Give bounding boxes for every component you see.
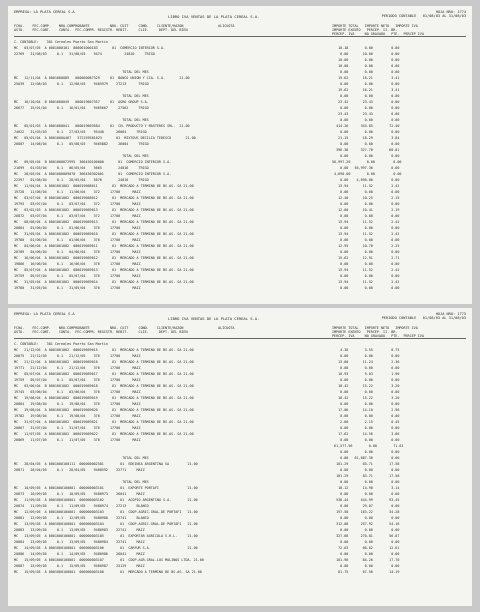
row-description: 19782 19/08/04 0.1 19/08/04 376 17700 MAIZ <box>14 414 141 418</box>
row-description: 20874 11/09/05 0.1 11/09/05 9480974 27213 BLANCO <box>14 504 149 508</box>
row-description: MC 16/06/04 A 0001001002 000019669612 01 MERCADO A TERMINO DE BS.AS. SA 21.00 <box>14 256 194 260</box>
row-amounts: 17.62 14.56 3.06 <box>332 432 400 436</box>
row-description: 19759 05/07/04 0.1 05/07/04 376 17700 MAIZ <box>14 378 141 382</box>
row-amounts: 0.00 0.00 0.00 <box>332 262 400 266</box>
sheet-number: HOJA NRO: 1775 <box>435 312 466 316</box>
row-amounts: 21.15 18.29 3.84 <box>332 136 400 140</box>
ledger-row <box>14 426 466 430</box>
row-description: 20872 03/07/04 0.1 03/07/04 372 17700 MAIZ <box>14 214 141 218</box>
ledger-row <box>14 504 466 508</box>
row-amounts: 538.44 444.99 93.45 <box>332 498 400 502</box>
row-description: 19780 01/06/04 0.1 01/06/04 376 17700 MAIZ <box>14 238 141 242</box>
row-amounts: 101.29 83.71 17.58 <box>332 474 400 478</box>
row-amounts: 0.00 0.00 0.00 <box>332 286 400 290</box>
ledger-row <box>14 420 466 424</box>
row-description: MC 12/11/04 A 0001000089 000000087329 01 BANCO UNION Y CIA. S.A. 21.00 <box>14 76 190 80</box>
ledger-row <box>14 160 466 164</box>
ledger-row <box>14 546 466 550</box>
ledger-row <box>14 250 466 254</box>
ledger-row <box>14 256 466 260</box>
column-header-right-3: PERCEP. IVA NO GRAVADO PTE. PERCEP IVA <box>332 334 424 338</box>
ledger-row <box>14 58 466 62</box>
column-header-left-2: ASTO. FEC.CONT. CONTA. FEC.COMPR. REGISTR. REBIT. CLIE. DEPT. DEL BIEN <box>14 330 188 334</box>
ledger-row <box>14 226 466 230</box>
ledger-row <box>14 130 466 134</box>
row-amounts: 0.00 56,997.36 0.00 <box>332 166 400 170</box>
row-amounts: 0.00 0.00 0.00 <box>332 130 400 134</box>
ledger-row <box>14 510 466 514</box>
ledger-row <box>14 384 466 388</box>
row-amounts: 0.00 0.00 0.00 <box>332 450 400 454</box>
ledger-row <box>14 208 466 212</box>
ledger-sheet-2 <box>8 308 472 606</box>
row-description: TOTAL DEL MES <box>14 154 149 158</box>
row-amounts: 0.00 0.00 0.00 <box>332 414 400 418</box>
row-amounts: 23.42 23.43 0.00 <box>332 100 400 104</box>
ledger-row <box>14 342 466 346</box>
ledger-row <box>14 486 466 490</box>
row-amounts: 56,997.26 0.00 0.00 <box>332 160 402 164</box>
row-description: MC 05/07/04 A 0001001002 000019669613 01 MERCADO A TERMINO DE BS.AS. SA 21.00 <box>14 268 194 272</box>
row-amounts: 0.00 0.00 0.00 <box>332 366 400 370</box>
ledger-row <box>14 274 466 278</box>
column-headers <box>14 326 466 339</box>
row-description: MC 15/09/05 A 0001000100001 000000003107 01 COOP.AGR.GRAL.LOS MOLINOS LTDA. 21.00 <box>14 558 204 562</box>
row-description: 20875 21/12/05 0.1 21/12/05 376 17700 MAIZ <box>14 354 141 358</box>
row-description: TOTAL DEL MES <box>14 456 149 460</box>
row-description: MC 04/06/04 A 0001001002 000019669611 01 MERCADO A TERMINO DE BS.AS. SA 21.00 <box>14 244 194 248</box>
row-amounts: 0.00 0.00 0.00 <box>332 492 400 496</box>
ledger-row <box>14 354 466 358</box>
row-amounts: 0.00 0.00 0.00 <box>332 564 400 568</box>
row-amounts: 197.50 163.22 34.28 <box>332 510 400 514</box>
page-title: LIBRO IVA VENTAS DE LA PLATA CEREAL S.A. <box>168 316 260 321</box>
row-amounts: 12.40 10.25 2.15 <box>332 196 400 200</box>
row-amounts: 18.42 15.22 3.20 <box>332 396 400 400</box>
ledger-row <box>14 112 466 116</box>
row-description: MC 11/09/05 A 0001000100001 000000003102 01 ACOPIO ARGENTINO S.A. 21.00 <box>14 498 198 502</box>
row-description: MC 15/09/05 A 0001000100001 000000003108 01 MERCADO A TERMINO DE BS.AS. SA 21.00 <box>14 570 202 574</box>
row-amounts: 13.94 11.52 2.42 <box>332 220 400 224</box>
row-amounts: 13.94 11.52 2.42 <box>332 184 400 188</box>
column-headers <box>14 24 466 37</box>
row-description: MC 31/05/04 A 0001001002 000019669614 01 MERCADO A TERMINO DE BS.AS. SA 21.00 <box>14 280 194 284</box>
row-amounts: 18.42 15.22 3.20 <box>332 384 400 388</box>
ledger-row <box>14 214 466 218</box>
row-description: TOTAL DEL MES <box>14 480 149 484</box>
row-amounts: 12.95 10.70 2.25 <box>332 244 400 248</box>
row-description: 19771 21/12/04 0.1 21/12/04 376 17700 MAIZ <box>14 366 141 370</box>
row-description: 20869 11/07/05 0.1 11/07/05 376 17700 MAIZ <box>14 438 141 442</box>
row-description: 19866 16/06/04 0.1 16/06/04 376 17700 MAIZ <box>14 262 141 266</box>
row-amounts: 0.00 0.00 0.00 <box>332 70 400 74</box>
row-amounts: 0.00 0.00 0.00 <box>332 154 400 158</box>
row-description: 22397 01/08/04 0.1 28/05/04 5676 24816 TRIGO <box>14 178 149 182</box>
ledger-row <box>14 462 466 466</box>
ledger-row <box>14 100 466 104</box>
column-header-left-1: FCHA. FEC.COMP. NRO.COMPROBANTE NRO. CUIT COND. CLIENTE/RAZON ALICUOTA <box>14 326 235 330</box>
row-amounts: 0.00 0.00 0.00 <box>332 426 400 430</box>
ledger-lines <box>14 342 466 602</box>
row-description: TOTAL DEL MES <box>14 118 149 122</box>
ledger-row <box>14 456 466 460</box>
row-amounts: 13.94 11.52 2.42 <box>332 268 400 272</box>
row-description: TOTAL DEL MES <box>14 70 149 74</box>
column-header-right-3: PERCEP. IVA NO GRAVADO PTE. PERCEP IVA <box>332 32 424 36</box>
ledger-row <box>14 172 466 176</box>
row-amounts: 0.00 0.00 0.00 <box>332 238 400 242</box>
row-amounts: 15.62 12.91 2.71 <box>332 256 400 260</box>
ledger-lines <box>14 40 466 300</box>
ledger-row <box>14 46 466 50</box>
row-amounts: 4,690.00 0.00 0.00 <box>332 172 402 176</box>
period-label: PERIODO CONTABLE 01/08/03 AL 31/08/03 <box>381 14 466 18</box>
row-description: MC 19/08/04 A 0001001002 000019669620 01 MERCADO A TERMINO DE BS.AS. SA 21.00 <box>14 408 194 412</box>
row-description: 19780 31/05/04 0.1 31/05/04 376 17700 MAIZ <box>14 286 141 290</box>
row-amounts: 101.96 84.26 17.70 <box>332 558 400 562</box>
ledger-row <box>14 94 466 98</box>
column-header-right-2: IMPORTE EXENTO PERCEP. II. BR. <box>332 28 398 32</box>
row-amounts: 0.00 0.00 0.00 <box>332 214 400 218</box>
row-amounts: 0.00 0.00 0.00 <box>332 142 400 146</box>
ledger-row <box>14 106 466 110</box>
row-amounts: 0.00 4,690.00 0.00 <box>332 178 400 182</box>
row-amounts: 10.18 0.00 0.00 <box>332 46 400 50</box>
ledger-row <box>14 468 466 472</box>
row-description: 19759 05/07/04 0.1 05/07/04 376 17700 MAIZ <box>14 274 141 278</box>
row-amounts: 0.00 0.00 0.00 <box>332 468 400 472</box>
row-amounts: 396.38 327.70 68.81 <box>332 148 400 152</box>
row-amounts: 0.00 0.00 0.00 <box>332 402 400 406</box>
row-amounts: 0.00 0.00 0.00 <box>332 106 400 110</box>
row-amounts: 10.00 0.00 0.00 <box>332 58 400 62</box>
row-description: MC 05/07/04 A 0001001002 000019669617 01 MERCADO A TERMINO DE BS.AS. SA 21.00 <box>14 372 194 376</box>
ledger-row <box>14 262 466 266</box>
row-amounts: 0.00 61,687.36 0.00 <box>332 456 400 460</box>
ledger-row <box>14 88 466 92</box>
ledger-row <box>14 414 466 418</box>
ledger-row <box>14 232 466 236</box>
column-header-left-2: ASTO. FEC.CONT. CONTA. FEC.COMPR. REGISTR. REBIT. CLIE. DEPT. DEL BIEN <box>14 28 188 32</box>
ledger-row <box>14 522 466 526</box>
row-amounts: 101.29 83.71 17.58 <box>332 462 400 466</box>
row-description: MC 09/05/04 B 0001000072995 366430100000 01 COMERCIO INTERIOR S.A. <box>14 160 172 164</box>
row-description: MC 31/07/04 A 0001001002 000019669621 01 MERCADO A TERMINO DE BS.AS. SA 21.00 <box>14 420 194 424</box>
ledger-row <box>14 202 466 206</box>
ledger-row <box>14 76 466 80</box>
row-description: 20883 13/09/05 0.1 13/09/05 9480983 22741 MAIZ <box>14 528 145 532</box>
row-amounts: 13.94 11.52 2.42 <box>332 280 400 284</box>
ledger-row <box>14 154 466 158</box>
row-description: 20867 31/07/04 0.1 31/07/04 376 17700 MAIZ <box>14 426 141 430</box>
row-description: 19728 11/06/04 0.1 11/06/04 372 17700 MAIZ <box>14 190 141 194</box>
row-amounts: 17.06 14.10 2.96 <box>332 408 400 412</box>
row-description: 19793 03/07/04 0.1 03/07/04 372 17700 MAIZ <box>14 202 141 206</box>
row-amounts: 0.00 0.00 0.00 <box>332 480 400 484</box>
ledger-row <box>14 528 466 532</box>
row-description: C. CONTABLE: 301 Cereales Puerto San Martin <box>14 40 108 44</box>
row-amounts: 61,577.56 0.00 71.61 <box>332 444 404 448</box>
row-description: 20886 14/09/05 0.1 14/09/05 9480986 26041 MAIZ <box>14 552 145 556</box>
row-amounts: 0.00 0.00 0.00 <box>332 540 400 544</box>
row-description: 26677 15/01/04 0.1 16/01/04 9465667 27562 TRIGO <box>14 106 149 110</box>
row-amounts: 19.62 16.21 3.41 <box>332 76 400 80</box>
row-amounts: 10.93 9.03 1.90 <box>332 372 400 376</box>
row-description: 20864 01/06/04 0.1 01/06/04 376 17700 MAIZ <box>14 226 141 230</box>
ledger-row <box>14 390 466 394</box>
company-name: EMPRESA: LA PLATA CEREAL S.A <box>14 312 75 316</box>
period-label: PERIODO CONTABLE 01/08/03 AL 31/08/03 <box>381 316 466 320</box>
ledger-row <box>14 408 466 412</box>
ledger-row <box>14 268 466 272</box>
row-amounts: 0.00 0.00 0.00 <box>332 202 400 206</box>
ledger-row <box>14 432 466 436</box>
row-amounts: 0.00 0.00 0.00 <box>332 226 400 230</box>
row-amounts: 414.26 343.85 72.40 <box>332 124 400 128</box>
row-amounts: 0.00 0.00 0.00 <box>332 354 400 358</box>
ledger-row <box>14 142 466 146</box>
row-description: 20871 28/04/05 0.1 28/04/05 9480592 22771 MAIZ <box>14 468 145 472</box>
row-amounts: 0.00 0.00 0.00 <box>332 250 400 254</box>
column-header-left-1: FCHA. FEC.COMP. NRO.COMPROBANTE NRO. CUIT COND. CLIENTE/RAZON ALICUOTA <box>14 24 235 28</box>
ledger-row <box>14 534 466 538</box>
ledger-row <box>14 64 466 68</box>
row-description: MC 08/08/04 A 0001001002 000019669613 01 MERCADO A TERMINO DE BS.AS. SA 21.00 <box>14 220 194 224</box>
ledger-row <box>14 540 466 544</box>
row-amounts: 0.00 0.00 0.00 <box>332 378 400 382</box>
company-name: EMPRESA: LA PLATA CEREAL S.A <box>14 10 75 14</box>
row-description: MC 31/05/04 A 0001001002 000019669610 01 MERCADO A TERMINO DE BS.AS. SA 21.00 <box>14 232 194 236</box>
row-description: 20864 19/08/04 0.1 19/08/04 376 17700 MAIZ <box>14 402 141 406</box>
ledger-row <box>14 348 466 352</box>
ledger-row <box>14 244 466 248</box>
row-description: 20807 14/08/04 0.1 05/08/03 9465882 26004 TRIGO <box>14 142 149 146</box>
ledger-row <box>14 498 466 502</box>
ledger-row <box>14 124 466 128</box>
row-description: 74022 31/03/03 0.1 27/03/03 95440 26064 TRIGO <box>14 130 147 134</box>
row-amounts: 0.00 0.00 0.00 <box>332 552 400 556</box>
row-amounts: 13.94 11.52 2.42 <box>332 232 400 236</box>
ledger-row <box>14 366 466 370</box>
ledger-row <box>14 178 466 182</box>
row-description: MC 05/01/04 A 0001000A467 372159581623 01 MIXTOUS DECILIA TEDESCO 21.00 <box>14 136 196 140</box>
row-amounts: 0.00 0.00 0.00 <box>332 118 400 122</box>
ledger-row <box>14 570 466 574</box>
row-description: MC 03/02/03 A 0001001002 000019669613 01 MERCADO A TERMINO DE BS.AS. SA 21.00 <box>14 208 194 212</box>
row-amounts: 0.00 29.07 0.00 <box>332 504 400 508</box>
ledger-row <box>14 474 466 478</box>
ledger-row <box>14 280 466 284</box>
ledger-row <box>14 438 466 442</box>
ledger-row <box>14 516 466 520</box>
ledger-row <box>14 360 466 364</box>
ledger-row <box>14 480 466 484</box>
row-description: MC 13/09/05 A 0001000100001 000000003105 01 EXPORTAR AGRICOLA S.R.L. 21.00 <box>14 534 198 538</box>
row-amounts: 18.12 14.98 3.14 <box>332 486 400 490</box>
ledger-row <box>14 450 466 454</box>
row-description: 21699 01/03/04 0.1 06/05/04 5665 24816 TRIGO <box>14 166 149 170</box>
row-description: MC 11/04/04 A 0001001002 000019668611 01 MERCADO A TERMINO DE BS.AS. SA 21.00 <box>14 184 194 188</box>
ledger-row <box>14 492 466 496</box>
row-amounts: 0.00 0.00 0.00 <box>332 516 400 520</box>
row-description: C. CONTABLE: 301 Cereales Puerto San Martin <box>14 342 108 346</box>
row-description: MC 03/06/04 B 0001001002 000019669618 01 MERCADO A TERMINO DE BS.AS. SA 21.00 <box>14 384 194 388</box>
column-header-right-1: IMPORTE TOTAL IMPORTE NETO IMPORTE IVA <box>332 326 418 330</box>
row-amounts: 13.60 11.24 2.36 <box>332 360 400 364</box>
ledger-row <box>14 396 466 400</box>
row-description: MC 03/07/04 B 0001001002 000019668612 01 MERCADO A TERMINO DE BS.AS. SA 21.00 <box>14 196 194 200</box>
row-description: 20881 12/09/05 0.1 12/09/05 9480980 22741 BLANCO <box>14 516 149 520</box>
row-amounts: 0.00 0.00 0.00 <box>332 190 400 194</box>
row-description: 25039 12/08/03 0.1 12/08/03 9465979 2T213 TRIGO <box>14 82 149 86</box>
row-amounts: 19.62 16.21 3.41 <box>332 88 400 92</box>
ledger-row <box>14 148 466 152</box>
page-title: LIBRO IVA VENTAS DE LA PLATA CEREAL S.A. <box>168 14 260 19</box>
row-description: MC 03/07/05 A 0001000181 000001000183 01 COMERCIO INTERIOR S.A. <box>14 46 166 50</box>
ledger-row <box>14 444 466 448</box>
row-description: MC 05/01/03 A 0001000041 000019669584 01 CEL PRODUCTO Y MASTERES SRL. 21.00 <box>14 124 190 128</box>
ledger-row <box>14 166 466 170</box>
row-amounts: 0.00 0.00 0.00 <box>332 438 400 442</box>
row-amounts: 0.00 0.00 0.00 <box>332 94 400 98</box>
row-description: 20887 15/09/05 0.1 15/09/05 9480987 25129 MAIZ <box>14 564 145 568</box>
ledger-row <box>14 184 466 188</box>
row-description: 19745 03/06/04 0.1 03/06/04 376 17700 MAIZ <box>14 390 141 394</box>
row-description: TOTAL DEL MES <box>14 94 149 98</box>
ledger-row <box>14 190 466 194</box>
column-header-right-2: IMPORTE EXENTO PERCEP. II. BR. <box>332 330 398 334</box>
ledger-row <box>14 558 466 562</box>
ledger-row <box>14 70 466 74</box>
ledger-row <box>14 372 466 376</box>
row-description: MC 10/09/05 A 0001000100001 000000003101 01 EXPORTE PORTAFI 21.00 <box>14 486 198 490</box>
ledger-row <box>14 40 466 44</box>
row-description: MC 16/10/04 B 0001000049 000019667357 01 AGRO GROUP S.A. <box>14 100 149 104</box>
sheet-number: HOJA NRO: 1774 <box>435 10 466 14</box>
row-amounts: 312.08 257.92 54.16 <box>332 522 400 526</box>
ledger-row <box>14 82 466 86</box>
row-description: MC 21/12/05 A 0001001002 000019669615 01 MERCADO A TERMINO DE BS.AS. SA 21.00 <box>14 348 194 352</box>
row-description: MC 28/05/04 A 0001000009070 366436302001 01 COMERCIO INTERIOR S.A. <box>14 172 172 176</box>
ledger-row <box>14 564 466 568</box>
row-amounts: 0.00 0.00 0.00 <box>332 528 400 532</box>
row-amounts: 10.00 0.00 0.00 <box>332 64 400 68</box>
row-description: 22769 31/08/03 0.1 31/08/03 9474 24810 TRIGO <box>14 52 155 56</box>
ledger-row <box>14 196 466 200</box>
row-description: 20884 13/09/05 0.1 13/09/05 9480984 22741 MAIZ <box>14 540 145 544</box>
row-amounts: 0.00 0.00 0.00 <box>332 82 400 86</box>
column-header-right-1: IMPORTE TOTAL IMPORTE NETO IMPORTE IVA <box>332 24 418 28</box>
ledger-row <box>14 52 466 56</box>
row-description: 20789 04/06/04 0.1 04/06/04 376 17700 MAIZ <box>14 250 141 254</box>
ledger-row <box>14 402 466 406</box>
row-amounts: 81.75 67.56 14.19 <box>332 570 400 574</box>
row-description: 20873 10/09/05 0.1 10/09/05 9480973 26041 MAIZ <box>14 492 145 496</box>
row-amounts: 2.60 2.15 0.45 <box>332 420 400 424</box>
ledger-row <box>14 118 466 122</box>
row-description: MC 14/09/05 A 0001000100001 000000003106 01 CARFUR S.A. 21.00 <box>14 546 198 550</box>
row-amounts: 4.30 3.55 0.75 <box>332 348 400 352</box>
ledger-row <box>14 238 466 242</box>
row-description: MC 21/12/04 A 0001001002 000019669616 01 MERCADO A TERMINO DE BS.AS. SA 21.00 <box>14 360 194 364</box>
ledger-row <box>14 378 466 382</box>
row-amounts: 12.60 10.41 2.19 <box>332 208 400 212</box>
ledger-row <box>14 136 466 140</box>
ledger-row <box>14 286 466 290</box>
ledger-sheet-1 <box>8 6 472 304</box>
row-description: MC 11/07/05 A 0001001002 000019669622 01 MERCADO A TERMINO DE BS.AS. SA 21.00 <box>14 432 194 436</box>
row-description: MC 12/09/05 A 0001000100001 000000003103 01 COOP.AGRIC.GRAL.DE PORTAFI 21.00 <box>14 510 198 514</box>
row-description: MC 19/08/04 A 0001001002 000019669619 01 MERCADO A TERMINO DE BS.AS. SA 21.00 <box>14 396 194 400</box>
row-amounts: 0.00 0.00 0.00 <box>332 274 400 278</box>
row-amounts: 327.68 270.81 56.87 <box>332 534 400 538</box>
row-amounts: 72.63 60.02 12.61 <box>332 546 400 550</box>
ledger-row <box>14 220 466 224</box>
ledger-row <box>14 552 466 556</box>
row-description: MC 28/04/05 A 0001000100111 000000002581 01 EDEINSA ARGENTINA SA 21.00 <box>14 462 198 466</box>
row-amounts: 23.43 23.43 0.00 <box>332 112 400 116</box>
row-description: MC 13/09/05 A 0001000100001 000000003104 01 COOP.AGRIC.GRAL.DE PORTAFI 21.00 <box>14 522 198 526</box>
row-amounts: 0.00 10.00 0.00 <box>332 52 400 56</box>
row-amounts: 0.00 0.00 0.00 <box>332 390 400 394</box>
